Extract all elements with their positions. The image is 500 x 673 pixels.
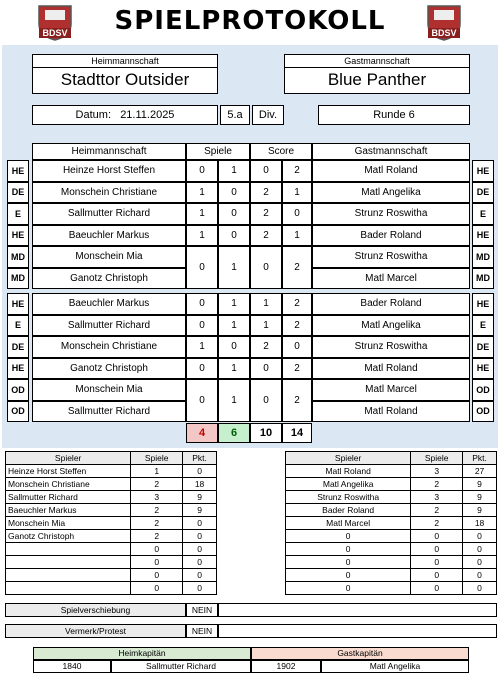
home-captain-id: 1840	[33, 660, 111, 673]
stats-player: Matl Roland	[286, 465, 411, 478]
discipline-left: HE	[7, 358, 29, 380]
stats-games: 2	[411, 504, 463, 517]
guest-games: 0	[218, 182, 250, 204]
stats-points: 0	[463, 556, 497, 569]
page-title: SPIELPROTOKOLL	[114, 6, 386, 36]
home-score: 2	[250, 203, 282, 225]
stats-row	[6, 569, 217, 582]
home-score: 0	[250, 160, 282, 182]
home-score: 2	[250, 336, 282, 358]
stats-games: 2	[411, 478, 463, 491]
stats-games: 0	[411, 543, 463, 556]
discipline-right: MD	[472, 246, 494, 268]
home-player: Monschein Mia	[32, 379, 186, 401]
discipline-right: OD	[472, 379, 494, 401]
stats-row	[286, 517, 497, 530]
note-label: Vermerk/Protest	[5, 624, 186, 638]
guest-score: 2	[282, 315, 312, 337]
stats-player: 0	[286, 569, 411, 582]
stats-games: 0	[131, 569, 183, 582]
home-player: Baeuchler Markus	[32, 225, 186, 247]
stats-games: 3	[411, 491, 463, 504]
stats-player: Monschein Christiane	[6, 478, 131, 491]
stats-points: 18	[183, 478, 217, 491]
stats-row	[6, 543, 217, 556]
stats-points: 0	[463, 569, 497, 582]
stats-games: 3	[131, 491, 183, 504]
stats-row	[286, 582, 497, 595]
postponement-value: NEIN	[186, 603, 218, 617]
stats-player	[6, 556, 131, 569]
home-player: Monschein Christiane	[32, 182, 186, 204]
discipline-left: OD	[7, 379, 29, 401]
guest-score: 1	[282, 182, 312, 204]
guest-games: 0	[218, 336, 250, 358]
discipline-left: OD	[7, 401, 29, 423]
stats-row	[286, 491, 497, 504]
stats-games: 2	[131, 517, 183, 530]
guest-games: 0	[218, 225, 250, 247]
stats-games: 1	[131, 465, 183, 478]
discipline-left: E	[7, 203, 29, 225]
guest-player: Strunz Roswitha	[312, 203, 470, 225]
stats-points: 0	[183, 556, 217, 569]
stats-games: 0	[411, 556, 463, 569]
stats-row	[286, 569, 497, 582]
home-stats-table	[5, 451, 217, 595]
stats-row	[286, 530, 497, 543]
guest-games: 1	[218, 315, 250, 337]
discipline-right: E	[472, 203, 494, 225]
stats-row	[6, 504, 217, 517]
stats-player: Sallmutter Richard	[6, 491, 131, 504]
col-header-score: Score	[250, 143, 312, 160]
stats-header-player: Spieler	[286, 452, 411, 465]
svg-text:BDSV: BDSV	[42, 28, 68, 38]
guest-player: Matl Roland	[312, 401, 470, 423]
guest-games: 1	[218, 160, 250, 182]
guest-player: Matl Marcel	[312, 379, 470, 401]
home-games: 0	[186, 160, 218, 182]
stats-points: 0	[183, 569, 217, 582]
guest-games: 1	[218, 246, 250, 289]
guest-captain-label: Gastkapitän	[251, 647, 469, 660]
stats-points: 0	[463, 543, 497, 556]
home-score: 0	[250, 246, 282, 289]
stats-player	[6, 569, 131, 582]
stats-games: 2	[411, 517, 463, 530]
guest-captain-id: 1902	[251, 660, 321, 673]
guest-games: 1	[218, 293, 250, 315]
total-home-games: 4	[186, 423, 218, 443]
home-games: 0	[186, 379, 218, 422]
guest-score: 2	[282, 379, 312, 422]
home-player: Baeuchler Markus	[32, 293, 186, 315]
stats-points: 0	[183, 582, 217, 595]
stats-player: 0	[286, 530, 411, 543]
guest-score: 0	[282, 336, 312, 358]
home-games: 0	[186, 246, 218, 289]
stats-row	[286, 465, 497, 478]
guest-score: 2	[282, 246, 312, 289]
stats-player: 0	[286, 582, 411, 595]
guest-player: Matl Angelika	[312, 182, 470, 204]
stats-player	[6, 582, 131, 595]
home-player: Heinze Horst Steffen	[32, 160, 186, 182]
stats-row	[6, 465, 217, 478]
stats-games: 0	[411, 569, 463, 582]
home-score: 1	[250, 293, 282, 315]
postponement-label: Spielverschiebung	[5, 603, 186, 617]
stats-player: Monschein Mia	[6, 517, 131, 530]
stats-games: 2	[131, 478, 183, 491]
guest-player: Strunz Roswitha	[312, 246, 470, 268]
stats-player: Baeuchler Markus	[6, 504, 131, 517]
stats-row	[6, 478, 217, 491]
home-games: 1	[186, 225, 218, 247]
home-games: 1	[186, 203, 218, 225]
guest-team-box	[284, 54, 470, 94]
guest-score: 2	[282, 293, 312, 315]
division-value: 5.a	[220, 105, 250, 125]
stats-player: Strunz Roswitha	[286, 491, 411, 504]
stats-points: 9	[463, 504, 497, 517]
stats-points: 0	[183, 465, 217, 478]
stats-games: 0	[411, 582, 463, 595]
stats-points: 9	[183, 504, 217, 517]
stats-games: 2	[131, 504, 183, 517]
guest-team-name: Blue Panther	[327, 70, 427, 89]
guest-player: Strunz Roswitha	[312, 336, 470, 358]
stats-player: 0	[286, 556, 411, 569]
col-header-home: Heimmannschaft	[32, 143, 186, 160]
stats-points: 0	[183, 530, 217, 543]
stats-player: Ganotz Christoph	[6, 530, 131, 543]
guest-games: 1	[218, 379, 250, 422]
stats-player	[6, 543, 131, 556]
stats-games: 0	[411, 530, 463, 543]
home-score: 1	[250, 315, 282, 337]
total-guest-score: 14	[282, 423, 312, 443]
date-value: 21.11.2025	[120, 109, 175, 121]
stats-points: 0	[463, 530, 497, 543]
guest-games: 1	[218, 358, 250, 380]
stats-points: 18	[463, 517, 497, 530]
discipline-right: E	[472, 315, 494, 337]
note-value: NEIN	[186, 624, 218, 638]
home-team-name: Stadttor Outsider	[60, 70, 190, 89]
stats-player: 0	[286, 543, 411, 556]
discipline-right: HE	[472, 225, 494, 247]
discipline-right: HE	[472, 160, 494, 182]
stats-points: 0	[183, 543, 217, 556]
stats-points: 9	[463, 491, 497, 504]
stats-games: 0	[131, 543, 183, 556]
postponement-note[interactable]	[218, 603, 497, 617]
home-player: Sallmutter Richard	[32, 203, 186, 225]
stats-row	[6, 530, 217, 543]
home-games: 1	[186, 336, 218, 358]
home-team-box	[32, 54, 218, 94]
col-header-guest: Gastmannschaft	[312, 143, 470, 160]
guest-team-label: Gastmannschaft	[285, 55, 469, 68]
discipline-left: HE	[7, 225, 29, 247]
home-score: 2	[250, 225, 282, 247]
home-player: Sallmutter Richard	[32, 401, 186, 423]
home-player: Ganotz Christoph	[32, 358, 186, 380]
total-guest-games: 6	[218, 423, 250, 443]
stats-points: 9	[183, 491, 217, 504]
discipline-left: HE	[7, 293, 29, 315]
discipline-left: DE	[7, 182, 29, 204]
stats-points: 27	[463, 465, 497, 478]
stats-header-row	[286, 452, 497, 465]
stats-row	[6, 491, 217, 504]
date-field	[32, 105, 218, 125]
stats-row	[286, 478, 497, 491]
guest-player: Bader Roland	[312, 293, 470, 315]
home-team-label: Heimmannschaft	[33, 55, 217, 68]
guest-player: Matl Roland	[312, 160, 470, 182]
stats-player: Heinze Horst Steffen	[6, 465, 131, 478]
home-score: 0	[250, 358, 282, 380]
home-games: 0	[186, 315, 218, 337]
discipline-left: MD	[7, 246, 29, 268]
stats-points: 0	[183, 517, 217, 530]
home-player: Ganotz Christoph	[32, 268, 186, 290]
stats-player: Matl Marcel	[286, 517, 411, 530]
guest-player: Matl Angelika	[312, 315, 470, 337]
note-text[interactable]	[218, 624, 497, 638]
stats-games: 0	[131, 556, 183, 569]
home-player: Sallmutter Richard	[32, 315, 186, 337]
guest-player: Bader Roland	[312, 225, 470, 247]
stats-header-games: Spiele	[411, 452, 463, 465]
stats-points: 0	[463, 582, 497, 595]
home-score: 0	[250, 379, 282, 422]
stats-player: Bader Roland	[286, 504, 411, 517]
guest-games: 0	[218, 203, 250, 225]
discipline-left: E	[7, 315, 29, 337]
stats-points: 9	[463, 478, 497, 491]
col-header-games: Spiele	[186, 143, 250, 160]
guest-stats-table	[285, 451, 497, 595]
home-games: 0	[186, 358, 218, 380]
discipline-right: HE	[472, 358, 494, 380]
discipline-left: HE	[7, 160, 29, 182]
stats-games: 2	[131, 530, 183, 543]
stats-player: Matl Angelika	[286, 478, 411, 491]
stats-header-row	[6, 452, 217, 465]
home-player: Monschein Christiane	[32, 336, 186, 358]
discipline-right: HE	[472, 293, 494, 315]
guest-score: 0	[282, 203, 312, 225]
division-label: Div.	[252, 105, 284, 125]
stats-row	[286, 556, 497, 569]
svg-text:BDSV: BDSV	[431, 28, 457, 38]
guest-captain-name: Matl Angelika	[321, 660, 469, 673]
stats-row	[6, 582, 217, 595]
stats-games: 3	[411, 465, 463, 478]
stats-header-pts: Pkt.	[183, 452, 217, 465]
home-games: 0	[186, 293, 218, 315]
discipline-right: DE	[472, 336, 494, 358]
guest-score: 2	[282, 160, 312, 182]
stats-row	[286, 543, 497, 556]
round-value: Runde 6	[318, 105, 470, 125]
stats-row	[286, 504, 497, 517]
stats-games: 0	[131, 582, 183, 595]
discipline-left: DE	[7, 336, 29, 358]
stats-header-pts: Pkt.	[463, 452, 497, 465]
date-label: Datum:	[75, 109, 112, 121]
discipline-left: MD	[7, 268, 29, 290]
home-player: Monschein Mia	[32, 246, 186, 268]
home-captain-name: Sallmutter Richard	[111, 660, 251, 673]
stats-row	[6, 517, 217, 530]
stats-header-player: Spieler	[6, 452, 131, 465]
guest-player: Matl Marcel	[312, 268, 470, 290]
home-games: 1	[186, 182, 218, 204]
stats-row	[6, 556, 217, 569]
home-score: 2	[250, 182, 282, 204]
discipline-right: OD	[472, 401, 494, 423]
guest-player: Matl Roland	[312, 358, 470, 380]
stats-header-games: Spiele	[131, 452, 183, 465]
guest-score: 1	[282, 225, 312, 247]
discipline-right: MD	[472, 268, 494, 290]
guest-score: 2	[282, 358, 312, 380]
discipline-right: DE	[472, 182, 494, 204]
total-home-score: 10	[250, 423, 282, 443]
home-captain-label: Heimkapitän	[33, 647, 251, 660]
